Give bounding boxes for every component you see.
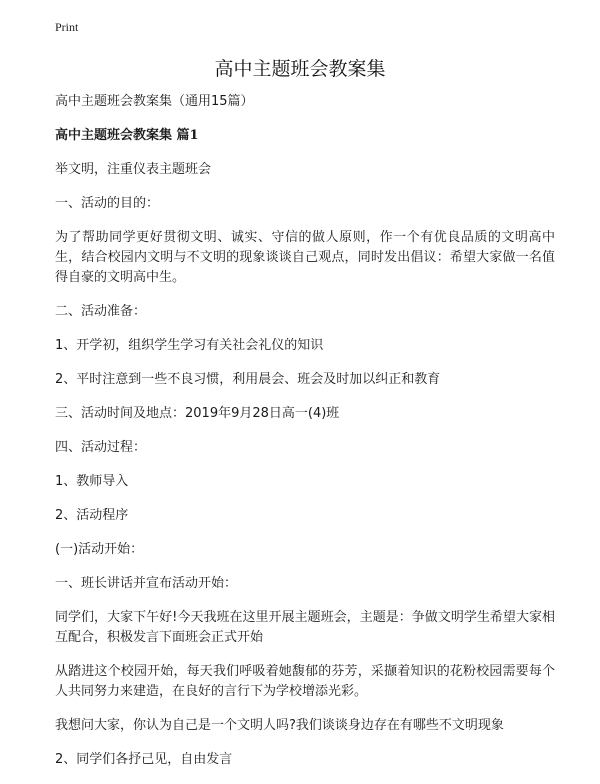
paragraph: 三、活动时间及地点：2019年9月28日高一(4)班: [55, 406, 340, 421]
paragraph: 1、开学初，组织学生学习有关社会礼仪的知识: [55, 338, 324, 353]
paragraph: (一)活动开始：: [55, 542, 144, 557]
print-label[interactable]: Print: [55, 20, 79, 34]
paragraph: 一、活动的目的：: [55, 196, 160, 211]
paragraph: 1、教师导入: [55, 474, 129, 489]
document-subtitle: 高中主题班会教案集（通用15篇）: [55, 94, 254, 109]
paragraph: 举文明，注重仪表主题班会: [55, 162, 212, 177]
paragraph: 四、活动过程：: [55, 440, 147, 455]
paragraph: 从踏进这个校园开始，每天我们呼吸着她馥郁的芬芳，采撷着知识的花粉校园需要每个人共同努力来建造，在良好的言行下为学校增添光彩。: [55, 664, 555, 699]
paragraph: 2、活动程序: [55, 508, 129, 523]
paragraph: 为了帮助同学更好贯彻文明、诚实、守信的做人原则，作一个有优良品质的文明高中生，结合校园内文明与不文明的现象谈谈自己观点，同时发出倡议：希望大家做一名值得自豪的文明高中生。: [55, 230, 555, 285]
paragraph: 二、活动准备：: [55, 304, 147, 319]
document-body: [55, 92, 555, 784]
paragraph: 2、平时注意到一些不良习惯，利用晨会、班会及时加以纠正和教育: [55, 372, 441, 387]
paragraph: 2、同学们各抒己见，自由发言: [55, 752, 233, 767]
paragraph: 一、班长讲话并宣布活动开始：: [55, 576, 238, 591]
section-heading: 高中主题班会教案集 篇1: [55, 128, 199, 143]
document-title: 高中主题班会教案集: [214, 58, 386, 80]
paragraph: 同学们，大家下午好!今天我班在这里开展主题班会，主题是：争做文明学生希望大家相互配合，积极发言下面班会正式开始: [55, 610, 555, 645]
paragraph: 我想问大家，你认为自己是一个文明人吗?我们谈谈身边存在有哪些不文明现象: [55, 718, 504, 733]
